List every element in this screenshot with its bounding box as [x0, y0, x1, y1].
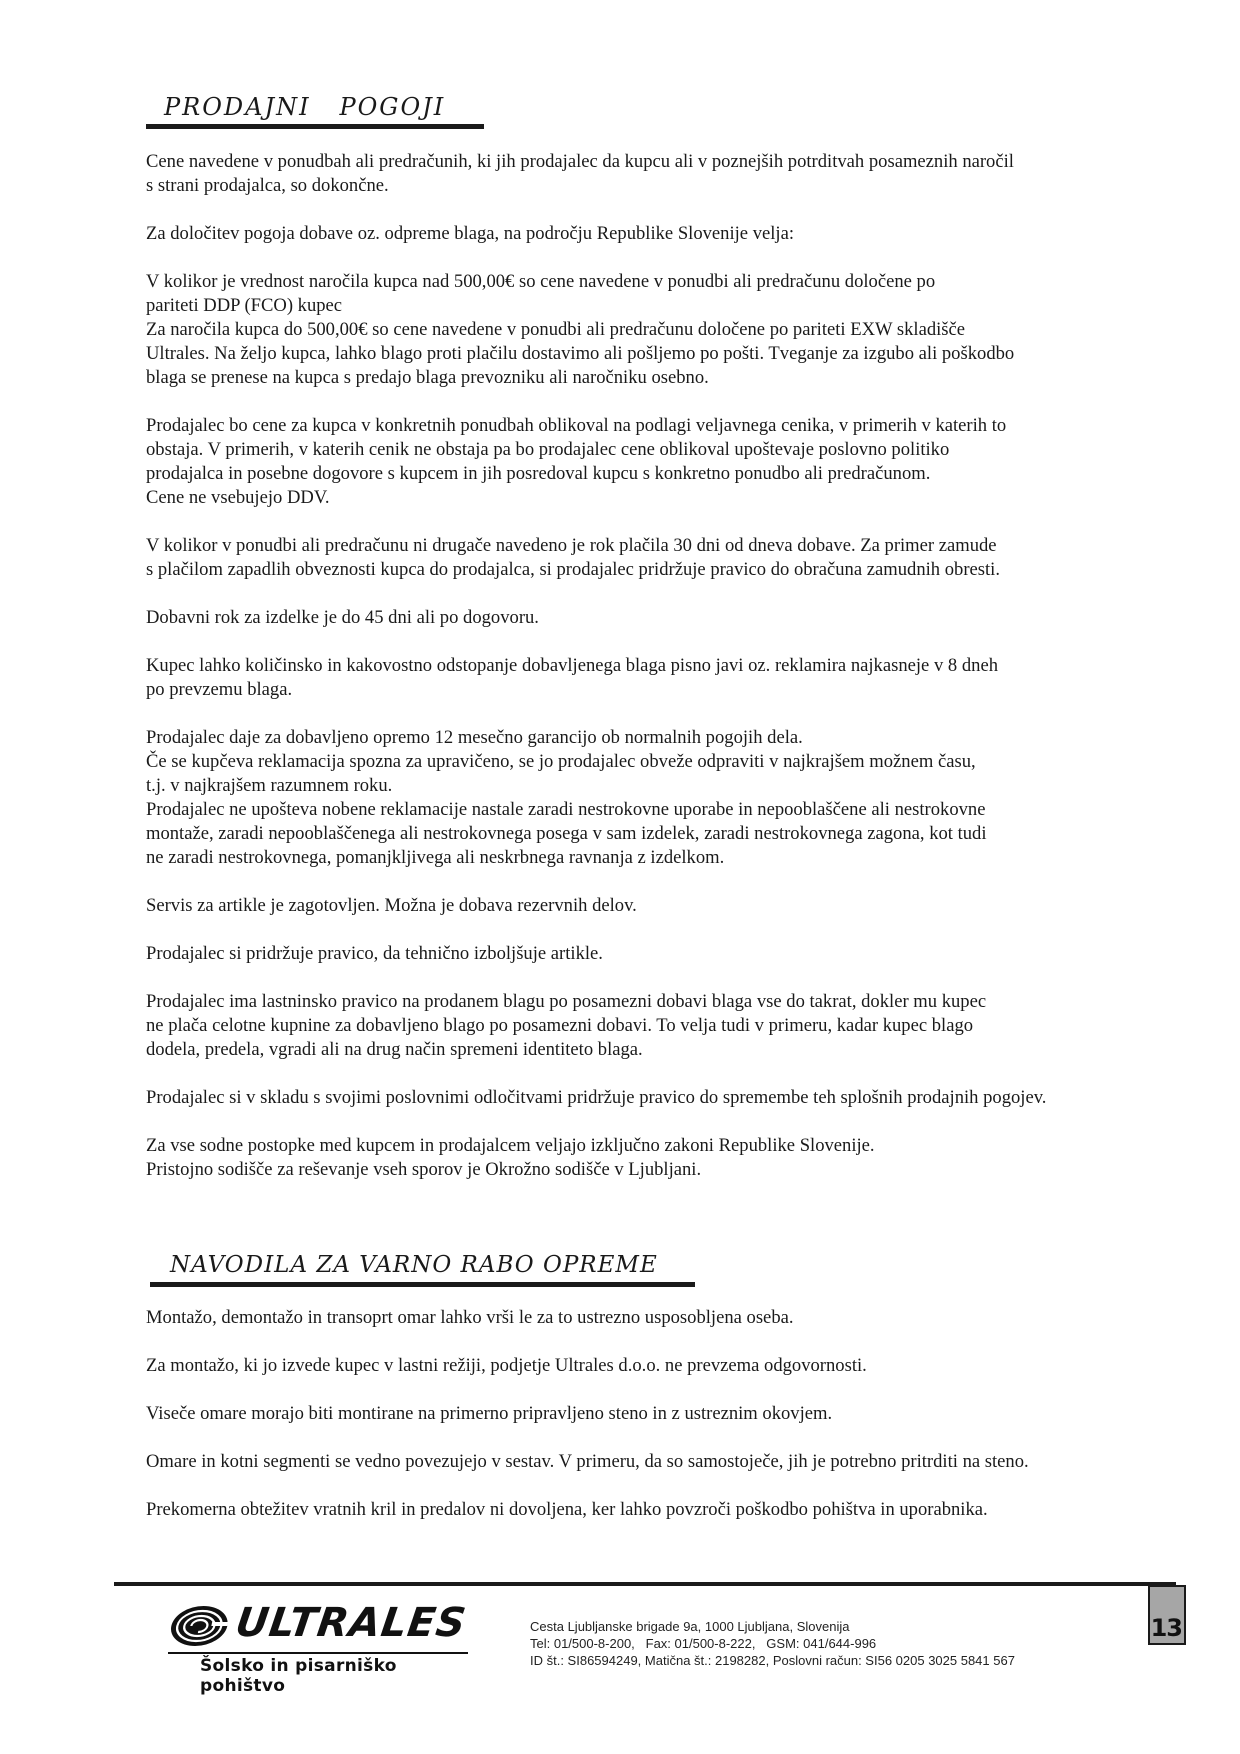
text-line: obstaja. V primerih, v katerih cenik ne obstaja pa bo prodajalec cene oblikoval upoštevaje poslovno politiko — [146, 439, 950, 460]
safety-paragraph — [146, 1450, 1156, 1474]
text-line: Če se kupčeva reklamacija spozna za upravičeno, se jo prodajalec obveže odpraviti v najkrajšem možnem času, — [146, 751, 976, 772]
contact-phones: Tel: 01/500-8-200, Fax: 01/500-8-222, GSM: 041/644-996 — [530, 1636, 877, 1651]
logo-wordmark: ULTRALES — [232, 1600, 470, 1646]
contact-registration: ID št.: SI86594249, Matična št.: 2198282, Poslovni račun: SI56 0205 3025 5841 567 — [530, 1653, 1015, 1668]
page-number: 13 — [1150, 1614, 1182, 1642]
text-line: ne plača celotne kupnine za dobavljeno blago po posamezni dobavi. To velja tudi v primeru, kadar kupec blago — [146, 1015, 974, 1036]
text-line: Cene ne vsebujejo DDV. — [146, 487, 330, 508]
company-contact-info — [530, 1618, 1015, 1669]
sales-terms-paragraph — [146, 414, 1156, 510]
section-heading-safety-instructions: NAVODILA ZA VARNO RABO OPREME — [150, 1250, 695, 1287]
sales-terms-paragraph — [146, 990, 1156, 1062]
text-line: V kolikor je vrednost naročila kupca nad 500,00€ so cene navedene v ponudbi ali predračunu določene po — [146, 271, 936, 292]
sales-terms-body — [146, 150, 1156, 1206]
text-line: Za vse sodne postopke med kupcem in prodajalcem veljajo izključno zakoni Republike Slovenije. — [146, 1135, 875, 1156]
sales-terms-paragraph — [146, 1134, 1156, 1182]
safety-paragraph — [146, 1306, 1156, 1330]
safety-paragraph — [146, 1402, 1156, 1426]
text-line: dodela, predela, vgradi ali na drug način spremeni identiteto blaga. — [146, 1039, 643, 1060]
logo-tagline: Šolsko in pisarniško pohištvo — [200, 1656, 397, 1696]
sales-terms-paragraph — [146, 222, 1156, 246]
text-line: t.j. v najkrajšem razumnem roku. — [146, 775, 393, 796]
text-line: Montažo, demontažo in transoprt omar lahko vrši le za to ustrezno usposobljena oseba. — [146, 1307, 794, 1328]
text-line: Prekomerna obtežitev vratnih kril in predalov ni dovoljena, ker lahko povzroči poškodbo pohištva in uporabnika. — [146, 1499, 988, 1520]
sales-terms-paragraph — [146, 1086, 1156, 1110]
text-line: Viseče omare morajo biti montirane na primerno pripravljeno steno in z ustreznim okovjem. — [146, 1403, 833, 1424]
section-heading-sales-terms: PRODAJNI POGOJI — [146, 92, 484, 129]
text-line: Za določitev pogoja dobave oz. odpreme blaga, na področju Republike Slovenije velja: — [146, 223, 795, 244]
text-line: Prodajalec daje za dobavljeno opremo 12 mesečno garancijo ob normalnih pogojih dela. — [146, 727, 803, 748]
text-line: Servis za artikle je zagotovljen. Možna je dobava rezervnih delov. — [146, 895, 637, 916]
text-line: Kupec lahko količinsko in kakovostno odstopanje dobavljenega blaga pisno javi oz. reklamira najkasneje v 8 dneh — [146, 655, 998, 676]
sales-terms-paragraph — [146, 606, 1156, 630]
text-line: Za naročila kupca do 500,00€ so cene navedene v ponudbi ali predračunu določene po pariteti EXW skladišče — [146, 319, 966, 340]
text-line: Omare in kotni segmenti se vedno povezujejo v sestav. V primeru, da so samostoječe, jih je potrebno pritrditi na steno. — [146, 1451, 1029, 1472]
text-line: Prodajalec si v skladu s svojimi poslovnimi odločitvami pridržuje pravico do spremembe teh splošnih prodajnih pogojev. — [146, 1087, 1047, 1108]
safety-paragraph — [146, 1354, 1156, 1378]
text-line: Za montažo, ki jo izvede kupec v lastni režiji, podjetje Ultrales d.o.o. ne prevzema odgovornosti. — [146, 1355, 867, 1376]
swirl-logo-icon — [168, 1604, 234, 1648]
sales-terms-paragraph — [146, 726, 1156, 870]
page-number-tab — [1148, 1585, 1186, 1645]
safety-paragraph — [146, 1498, 1156, 1522]
text-line: ne zaradi nestrokovnega, pomanjkljivega ali neskrbnega ravnanja z izdelkom. — [146, 847, 725, 868]
text-line: Prodajalec ima lastninsko pravico na prodanem blagu po posamezni dobavi blaga vse do takrat, dokler mu kupec — [146, 991, 987, 1012]
text-line: s plačilom zapadlih obveznosti kupca do prodajalca, si prodajalec pridržuje pravico do obračuna zamudnih obresti. — [146, 559, 1000, 580]
company-logo — [168, 1600, 470, 1696]
text-line: s strani prodajalca, so dokončne. — [146, 175, 389, 196]
text-line: Ultrales. Na željo kupca, lahko blago proti plačilu dostavimo ali pošljemo po pošti. Tveganje za izgubo ali poškodbo — [146, 343, 1015, 364]
text-line: Prodajalec si pridržuje pravico, da tehnično izboljšuje artikle. — [146, 943, 603, 964]
text-line: Prodajalec bo cene za kupca v konkretnih ponudbah oblikoval na podlagi veljavnega cenika, v primerih v katerih to — [146, 415, 1007, 436]
sales-terms-paragraph — [146, 270, 1156, 390]
sales-terms-paragraph — [146, 150, 1156, 198]
text-line: Prodajalec ne upošteva nobene reklamacije nastale zaradi nestrokovne uporabe in nepooblaščene ali nestrokovne — [146, 799, 986, 820]
text-line: blaga se prenese na kupca s predajo blaga prevozniku ali naročniku osebno. — [146, 367, 709, 388]
text-line: Dobavni rok za izdelke je do 45 dni ali po dogovoru. — [146, 607, 539, 628]
text-line: pariteti DDP (FCO) kupec — [146, 295, 343, 316]
contact-address: Cesta Ljubljanske brigade 9a, 1000 Ljubljana, Slovenija — [530, 1619, 850, 1634]
text-line: montaže, zaradi nepooblaščenega ali nestrokovnega posega v sam izdelek, zaradi nestrokovnega zagona, kot tudi — [146, 823, 987, 844]
safety-instructions-body — [146, 1306, 1156, 1546]
sales-terms-paragraph — [146, 894, 1156, 918]
text-line: po prevzemu blaga. — [146, 679, 293, 700]
text-line: prodajalca in posebne dogovore s kupcem in jih posredoval kupcu s konkretno ponudbo ali predračunom. — [146, 463, 931, 484]
sales-terms-paragraph — [146, 534, 1156, 582]
sales-terms-paragraph — [146, 942, 1156, 966]
text-line: V kolikor v ponudbi ali predračunu ni drugače navedeno je rok plačila 30 dni od dneva dobave. Za primer zamude — [146, 535, 997, 556]
sales-terms-paragraph — [146, 654, 1156, 702]
logo-underline — [168, 1652, 468, 1654]
text-line: Pristojno sodišče za reševanje vseh sporov je Okrožno sodišče v Ljubljani. — [146, 1159, 702, 1180]
footer-divider — [114, 1582, 1176, 1586]
text-line: Cene navedene v ponudbah ali predračunih, ki jih prodajalec da kupcu ali v poznejših potrditvah posameznih naročil — [146, 151, 1014, 172]
